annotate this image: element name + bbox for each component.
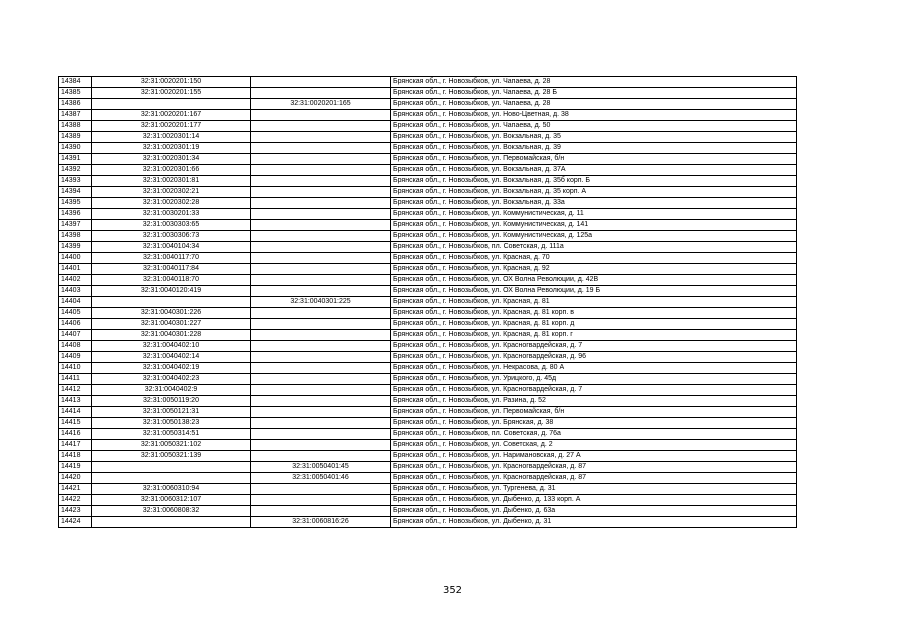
- cadastral-number-alt-cell: [251, 253, 391, 264]
- cadastral-number-alt-cell: [251, 187, 391, 198]
- address-cell: Брянская обл., г. Новозыбков, ул. Коммунистическая, д. 141: [391, 220, 797, 231]
- address-cell: Брянская обл., г. Новозыбков, ул. Красногвардейская, д. 7: [391, 341, 797, 352]
- cadastral-number-alt-cell: [251, 143, 391, 154]
- cadastral-number-alt-cell: [251, 407, 391, 418]
- row-number-cell: 14405: [59, 308, 92, 319]
- address-cell: Брянская обл., г. Новозыбков, ул. Красная, д. 81: [391, 297, 797, 308]
- cadastral-number-cell: [92, 99, 251, 110]
- row-number-cell: 14409: [59, 352, 92, 363]
- cadastral-number-alt-cell: [251, 209, 391, 220]
- cadastral-number-alt-cell: [251, 341, 391, 352]
- table-row: [59, 495, 797, 506]
- table-row: [59, 187, 797, 198]
- table-row: [59, 198, 797, 209]
- cadastral-number-alt-cell: [251, 77, 391, 88]
- address-cell: Брянская обл., г. Новозыбков, пл. Советская, д. 111а: [391, 242, 797, 253]
- address-cell: Брянская обл., г. Новозыбков, ул. Коммунистическая, д. 125а: [391, 231, 797, 242]
- cadastral-number-alt-cell: [251, 121, 391, 132]
- address-cell: Брянская обл., г. Новозыбков, ул. Ново-Цветная, д. 38: [391, 110, 797, 121]
- cadastral-number-cell: 32:31:0020201:177: [92, 121, 251, 132]
- cadastral-number-cell: 32:31:0050321:139: [92, 451, 251, 462]
- address-cell: Брянская обл., г. Новозыбков, ул. Брянская, д. 38: [391, 418, 797, 429]
- row-number-cell: 14419: [59, 462, 92, 473]
- cadastral-number-alt-cell: [251, 429, 391, 440]
- cadastral-number-cell: 32:31:0040402:10: [92, 341, 251, 352]
- row-number-cell: 14390: [59, 143, 92, 154]
- table-row: [59, 121, 797, 132]
- table-row: [59, 484, 797, 495]
- cadastral-number-alt-cell: 32:31:0060816:26: [251, 517, 391, 528]
- cadastral-number-alt-cell: [251, 154, 391, 165]
- row-number-cell: 14400: [59, 253, 92, 264]
- cadastral-number-cell: 32:31:0020302:28: [92, 198, 251, 209]
- cadastral-number-cell: 32:31:0040104:34: [92, 242, 251, 253]
- cadastral-number-cell: 32:31:0030201:33: [92, 209, 251, 220]
- table-row: [59, 77, 797, 88]
- cadastral-number-alt-cell: 32:31:0040301:225: [251, 297, 391, 308]
- cadastral-number-cell: 32:31:0020201:150: [92, 77, 251, 88]
- table-row: [59, 242, 797, 253]
- address-cell: Брянская обл., г. Новозыбков, ул. Красногвардейская, д. 87: [391, 473, 797, 484]
- cadastral-number-cell: 32:31:0040117:70: [92, 253, 251, 264]
- row-number-cell: 14388: [59, 121, 92, 132]
- row-number-cell: 14391: [59, 154, 92, 165]
- address-cell: Брянская обл., г. Новозыбков, ул. Красная, д. 92: [391, 264, 797, 275]
- table-row: [59, 396, 797, 407]
- cadastral-number-alt-cell: [251, 308, 391, 319]
- address-cell: Брянская обл., г. Новозыбков, ул. Наримановская, д. 27 А: [391, 451, 797, 462]
- cadastral-number-cell: 32:31:0050314:51: [92, 429, 251, 440]
- address-cell: Брянская обл., г. Новозыбков, ул. Красногвардейская, д. 96: [391, 352, 797, 363]
- table-row: [59, 385, 797, 396]
- cadastral-number-cell: 32:31:0020201:155: [92, 88, 251, 99]
- cadastral-number-alt-cell: [251, 396, 391, 407]
- address-cell: Брянская обл., г. Новозыбков, пл. Советская, д. 76а: [391, 429, 797, 440]
- row-number-cell: 14396: [59, 209, 92, 220]
- table-row: [59, 110, 797, 121]
- table-row: [59, 308, 797, 319]
- cadastral-number-cell: 32:31:0020301:34: [92, 154, 251, 165]
- cadastral-number-alt-cell: [251, 418, 391, 429]
- cadastral-number-alt-cell: [251, 286, 391, 297]
- cadastral-number-alt-cell: [251, 363, 391, 374]
- cadastral-number-cell: 32:31:0020301:81: [92, 176, 251, 187]
- row-number-cell: 14404: [59, 297, 92, 308]
- address-cell: Брянская обл., г. Новозыбков, ул. Урицкого, д. 45д: [391, 374, 797, 385]
- cadastral-number-alt-cell: [251, 264, 391, 275]
- table-row: [59, 297, 797, 308]
- row-number-cell: 14418: [59, 451, 92, 462]
- address-cell: Брянская обл., г. Новозыбков, ул. Красногвардейская, д. 7: [391, 385, 797, 396]
- address-cell: Брянская обл., г. Новозыбков, ул. Вокзальная, д. 35б корп. Б: [391, 176, 797, 187]
- cadastral-number-alt-cell: [251, 495, 391, 506]
- table-row: [59, 143, 797, 154]
- cadastral-number-cell: 32:31:0050138:23: [92, 418, 251, 429]
- address-cell: Брянская обл., г. Новозыбков, ул. Дыбенко, д. 31: [391, 517, 797, 528]
- cadastral-number-cell: 32:31:0030303:65: [92, 220, 251, 231]
- address-cell: Брянская обл., г. Новозыбков, ул. Первомайская, б/н: [391, 407, 797, 418]
- row-number-cell: 14401: [59, 264, 92, 275]
- cadastral-number-alt-cell: [251, 220, 391, 231]
- row-number-cell: 14424: [59, 517, 92, 528]
- table-row: [59, 220, 797, 231]
- table-row: [59, 154, 797, 165]
- row-number-cell: 14414: [59, 407, 92, 418]
- row-number-cell: 14392: [59, 165, 92, 176]
- cadastral-number-cell: 32:31:0040402:14: [92, 352, 251, 363]
- table-row: [59, 99, 797, 110]
- table-row: [59, 341, 797, 352]
- address-cell: Брянская обл., г. Новозыбков, ул. Красная, д. 81 корп. г: [391, 330, 797, 341]
- row-number-cell: 14413: [59, 396, 92, 407]
- cadastral-number-alt-cell: [251, 88, 391, 99]
- table-row: [59, 253, 797, 264]
- row-number-cell: 14410: [59, 363, 92, 374]
- row-number-cell: 14411: [59, 374, 92, 385]
- row-number-cell: 14387: [59, 110, 92, 121]
- cadastral-number-alt-cell: [251, 132, 391, 143]
- cadastral-number-alt-cell: [251, 451, 391, 462]
- cadastral-number-alt-cell: 32:31:0050401:45: [251, 462, 391, 473]
- cadastral-number-cell: 32:31:0020301:66: [92, 165, 251, 176]
- row-number-cell: 14420: [59, 473, 92, 484]
- table-row: [59, 506, 797, 517]
- table-row: [59, 451, 797, 462]
- table-row: [59, 473, 797, 484]
- row-number-cell: 14415: [59, 418, 92, 429]
- table-row: [59, 88, 797, 99]
- table-row: [59, 440, 797, 451]
- cadastral-number-alt-cell: [251, 165, 391, 176]
- cadastral-number-alt-cell: [251, 275, 391, 286]
- cadastral-number-alt-cell: [251, 374, 391, 385]
- cadastral-number-alt-cell: [251, 176, 391, 187]
- table-row: [59, 429, 797, 440]
- cadastral-number-cell: 32:31:0040301:227: [92, 319, 251, 330]
- address-cell: Брянская обл., г. Новозыбков, ул. Коммунистическая, д. 11: [391, 209, 797, 220]
- table-row: [59, 165, 797, 176]
- cadastral-number-alt-cell: [251, 231, 391, 242]
- cadastral-number-cell: [92, 517, 251, 528]
- row-number-cell: 14421: [59, 484, 92, 495]
- cadastral-number-alt-cell: [251, 319, 391, 330]
- row-number-cell: 14389: [59, 132, 92, 143]
- row-number-cell: 14398: [59, 231, 92, 242]
- row-number-cell: 14408: [59, 341, 92, 352]
- cadastral-number-cell: 32:31:0020201:167: [92, 110, 251, 121]
- row-number-cell: 14399: [59, 242, 92, 253]
- cadastral-number-cell: 32:31:0060310:94: [92, 484, 251, 495]
- table-row: [59, 418, 797, 429]
- cadastral-number-cell: [92, 473, 251, 484]
- address-cell: Брянская обл., г. Новозыбков, ул. Чапаева, д. 28: [391, 77, 797, 88]
- table-row: [59, 363, 797, 374]
- table-row: [59, 352, 797, 363]
- cadastral-number-cell: 32:31:0040402:19: [92, 363, 251, 374]
- cadastral-number-cell: 32:31:0030306:73: [92, 231, 251, 242]
- table-row: [59, 264, 797, 275]
- cadastral-number-cell: 32:31:0050121:31: [92, 407, 251, 418]
- registry-table: [58, 76, 797, 528]
- row-number-cell: 14422: [59, 495, 92, 506]
- cadastral-number-alt-cell: 32:31:0020201:165: [251, 99, 391, 110]
- cadastral-number-cell: 32:31:0060312:107: [92, 495, 251, 506]
- cadastral-number-cell: [92, 297, 251, 308]
- cadastral-number-alt-cell: [251, 352, 391, 363]
- cadastral-number-cell: 32:31:0050321:102: [92, 440, 251, 451]
- table-row: [59, 517, 797, 528]
- row-number-cell: 14423: [59, 506, 92, 517]
- cadastral-number-cell: 32:31:0020301:14: [92, 132, 251, 143]
- row-number-cell: 14393: [59, 176, 92, 187]
- table-row: [59, 374, 797, 385]
- cadastral-number-cell: 32:31:0050119:20: [92, 396, 251, 407]
- cadastral-number-alt-cell: [251, 110, 391, 121]
- row-number-cell: 14384: [59, 77, 92, 88]
- address-cell: Брянская обл., г. Новозыбков, ул. Красная, д. 81 корп. д: [391, 319, 797, 330]
- cadastral-number-alt-cell: [251, 440, 391, 451]
- cadastral-number-cell: [92, 462, 251, 473]
- row-number-cell: 14406: [59, 319, 92, 330]
- cadastral-number-cell: 32:31:0040402:9: [92, 385, 251, 396]
- row-number-cell: 14407: [59, 330, 92, 341]
- address-cell: Брянская обл., г. Новозыбков, ул. Дыбенко, д. 63а: [391, 506, 797, 517]
- cadastral-number-alt-cell: [251, 242, 391, 253]
- address-cell: Брянская обл., г. Новозыбков, ул. Советская, д. 2: [391, 440, 797, 451]
- table-row: [59, 132, 797, 143]
- address-cell: Брянская обл., г. Новозыбков, ул. Красная, д. 81 корп. в: [391, 308, 797, 319]
- row-number-cell: 14416: [59, 429, 92, 440]
- address-cell: Брянская обл., г. Новозыбков, ул. Разина, д. 52: [391, 396, 797, 407]
- cadastral-number-cell: 32:31:0040117:84: [92, 264, 251, 275]
- cadastral-number-alt-cell: 32:31:0050401:46: [251, 473, 391, 484]
- row-number-cell: 14395: [59, 198, 92, 209]
- table-row: [59, 209, 797, 220]
- address-cell: Брянская обл., г. Новозыбков, ул. Чапаева, д. 50: [391, 121, 797, 132]
- table-row: [59, 176, 797, 187]
- table-row: [59, 319, 797, 330]
- address-cell: Брянская обл., г. Новозыбков, ул. Вокзальная, д. 35: [391, 132, 797, 143]
- row-number-cell: 14412: [59, 385, 92, 396]
- cadastral-number-cell: 32:31:0040402:23: [92, 374, 251, 385]
- row-number-cell: 14417: [59, 440, 92, 451]
- address-cell: Брянская обл., г. Новозыбков, ул. Тургенева, д. 31: [391, 484, 797, 495]
- address-cell: Брянская обл., г. Новозыбков, ул. Некрасова, д. 80 А: [391, 363, 797, 374]
- row-number-cell: 14402: [59, 275, 92, 286]
- address-cell: Брянская обл., г. Новозыбков, ул. Чапаева, д. 28: [391, 99, 797, 110]
- row-number-cell: 14394: [59, 187, 92, 198]
- cadastral-number-cell: 32:31:0020301:19: [92, 143, 251, 154]
- registry-table-body: [59, 77, 797, 528]
- cadastral-number-alt-cell: [251, 385, 391, 396]
- cadastral-number-cell: 32:31:0040118:70: [92, 275, 251, 286]
- table-row: [59, 275, 797, 286]
- cadastral-number-cell: 32:31:0060808:32: [92, 506, 251, 517]
- table-row: [59, 231, 797, 242]
- cadastral-number-cell: 32:31:0040120:419: [92, 286, 251, 297]
- cadastral-number-cell: 32:31:0040301:228: [92, 330, 251, 341]
- address-cell: Брянская обл., г. Новозыбков, ул. Вокзальная, д. 35 корп. А: [391, 187, 797, 198]
- table-row: [59, 462, 797, 473]
- address-cell: Брянская обл., г. Новозыбков, ул. Первомайская, б/н: [391, 154, 797, 165]
- address-cell: Брянская обл., г. Новозыбков, ул. Красная, д. 70: [391, 253, 797, 264]
- cadastral-number-alt-cell: [251, 330, 391, 341]
- address-cell: Брянская обл., г. Новозыбков, ул. Красногвардейская, д. 87: [391, 462, 797, 473]
- address-cell: Брянская обл., г. Новозыбков, ул. ОХ Волна Революции, д. 19 Б: [391, 286, 797, 297]
- row-number-cell: 14385: [59, 88, 92, 99]
- cadastral-number-cell: 32:31:0040301:226: [92, 308, 251, 319]
- row-number-cell: 14386: [59, 99, 92, 110]
- address-cell: Брянская обл., г. Новозыбков, ул. Вокзальная, д. 33а: [391, 198, 797, 209]
- address-cell: Брянская обл., г. Новозыбков, ул. Чапаева, д. 28 Б: [391, 88, 797, 99]
- cadastral-number-alt-cell: [251, 198, 391, 209]
- cadastral-number-alt-cell: [251, 506, 391, 517]
- table-row: [59, 330, 797, 341]
- address-cell: Брянская обл., г. Новозыбков, ул. Вокзальная, д. 39: [391, 143, 797, 154]
- cadastral-number-cell: 32:31:0020302:21: [92, 187, 251, 198]
- row-number-cell: 14397: [59, 220, 92, 231]
- cadastral-number-alt-cell: [251, 484, 391, 495]
- table-row: [59, 286, 797, 297]
- address-cell: Брянская обл., г. Новозыбков, ул. Вокзальная, д. 37А: [391, 165, 797, 176]
- page-number: 352: [442, 585, 463, 596]
- address-cell: Брянская обл., г. Новозыбков, ул. ОХ Волна Революции, д. 42В: [391, 275, 797, 286]
- address-cell: Брянская обл., г. Новозыбков, ул. Дыбенко, д. 133 корп. А: [391, 495, 797, 506]
- table-row: [59, 407, 797, 418]
- row-number-cell: 14403: [59, 286, 92, 297]
